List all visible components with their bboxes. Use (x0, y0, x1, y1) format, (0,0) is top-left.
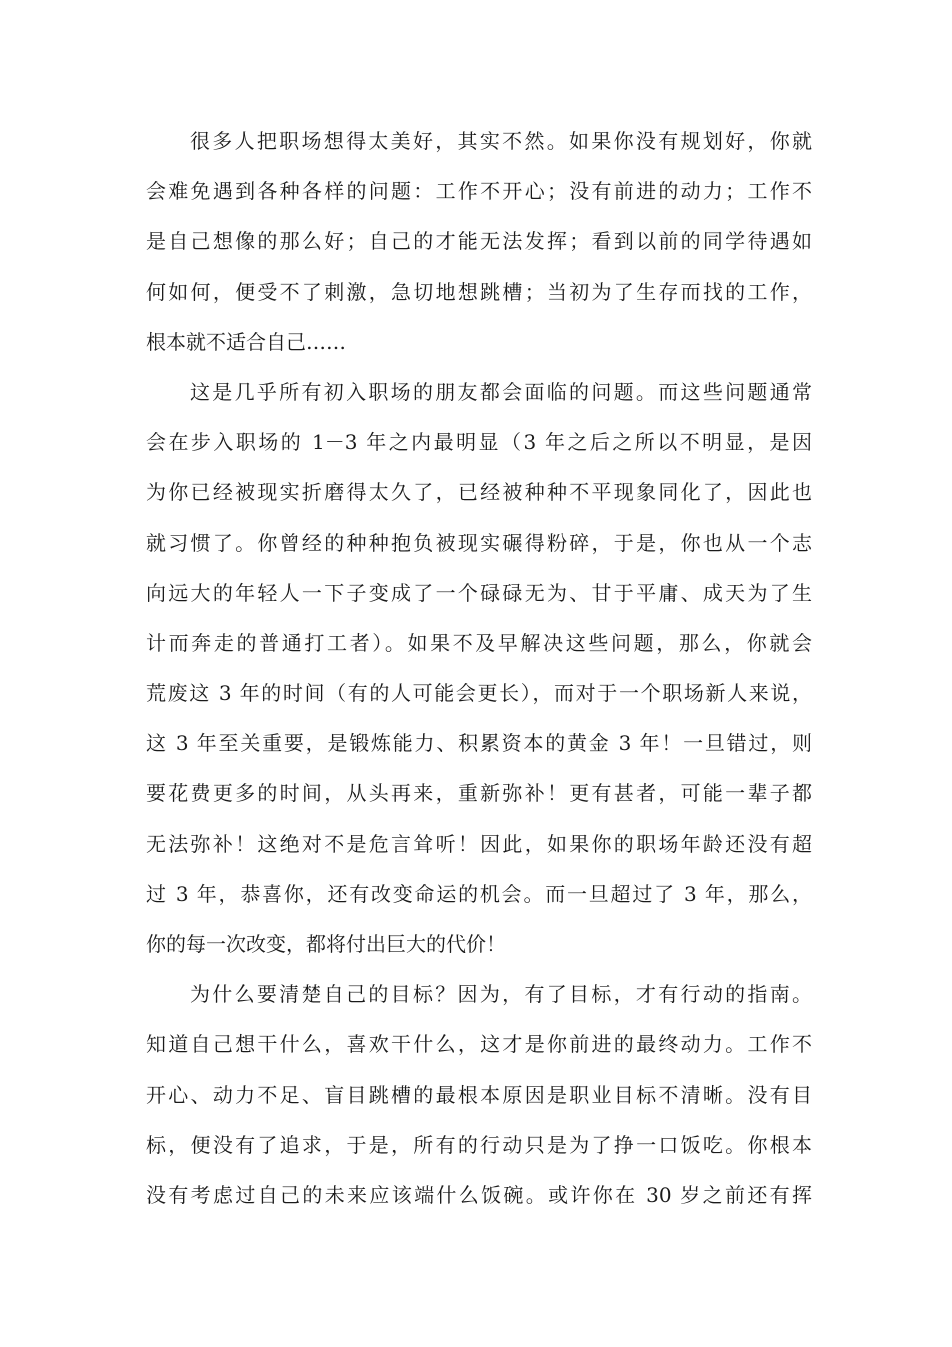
paragraph-2-line-8: 这 3 年至关重要，是锻炼能力、积累资本的黄金 3 年！一旦错过，则 (146, 731, 812, 756)
paragraph-1-line-2: 会难免遇到各种各样的问题：工作不开心；没有前进的动力；工作不 (146, 179, 812, 204)
body-text (146, 116, 812, 1220)
paragraph-2-line-7: 荒废这 3 年的时间（有的人可能会更长），而对于一个职场新人来说， (146, 681, 812, 706)
paragraph-2-line-4: 就习惯了。你曾经的种种抱负被现实碾得粉碎，于是，你也从一个志 (146, 530, 812, 555)
paragraph-1-line-4: 何如何，便受不了刺激，急切地想跳槽；当初为了生存而找的工作， (146, 279, 812, 304)
paragraph-2-line-12: 你的每一次改变，都将付出巨大的代价！ (146, 932, 506, 956)
paragraph-1-line-1: 很多人把职场想得太美好，其实不然。如果你没有规划好，你就 (190, 129, 812, 153)
paragraph-3-line-3: 开心、动力不足、盲目跳槽的最根本原因是职业目标不清晰。没有目 (146, 1082, 812, 1107)
paragraph-3-line-5: 没有考虑过自己的未来应该端什么饭碗。或许你在 30 岁之前还有挥 (146, 1182, 812, 1207)
paragraph-2-line-3: 为你已经被现实折磨得太久了，已经被种种不平现象同化了，因此也 (146, 480, 812, 505)
paragraph-2-line-1: 这是几乎所有初入职场的朋友都会面临的问题。而这些问题通常 (190, 379, 812, 404)
paragraph-3-line-4: 标，便没有了追求，于是，所有的行动只是为了挣一口饭吃。你根本 (146, 1132, 812, 1157)
paragraph-3-line-2: 知道自己想干什么，喜欢干什么，这才是你前进的最终动力。工作不 (146, 1032, 812, 1057)
paragraph-2-line-5: 向远大的年轻人一下子变成了一个碌碌无为、甘于平庸、成天为了生 (146, 580, 812, 605)
paragraph-2-line-2: 会在步入职场的 1－3 年之内最明显（3 年之后之所以不明显，是因 (146, 430, 812, 455)
paragraph-2-line-9: 要花费更多的时间，从头再来，重新弥补！更有甚者，可能一辈子都 (146, 781, 812, 806)
paragraph-2-line-11: 过 3 年，恭喜你，还有改变命运的机会。而一旦超过了 3 年，那么， (146, 881, 812, 906)
paragraph-3-line-1: 为什么要清楚自己的目标？因为，有了目标，才有行动的指南。 (190, 982, 812, 1007)
paragraph-2-line-10: 无法弥补！这绝对不是危言耸听！因此，如果你的职场年龄还没有超 (146, 831, 812, 856)
paragraph-2-line-6: 计而奔走的普通打工者）。如果不及早解决这些问题，那么，你就会 (146, 630, 812, 655)
paragraph-1-line-5: 根本就不适合自己…… (146, 329, 346, 354)
paragraph-1-line-3: 是自己想像的那么好；自己的才能无法发挥；看到以前的同学待遇如 (146, 229, 812, 254)
